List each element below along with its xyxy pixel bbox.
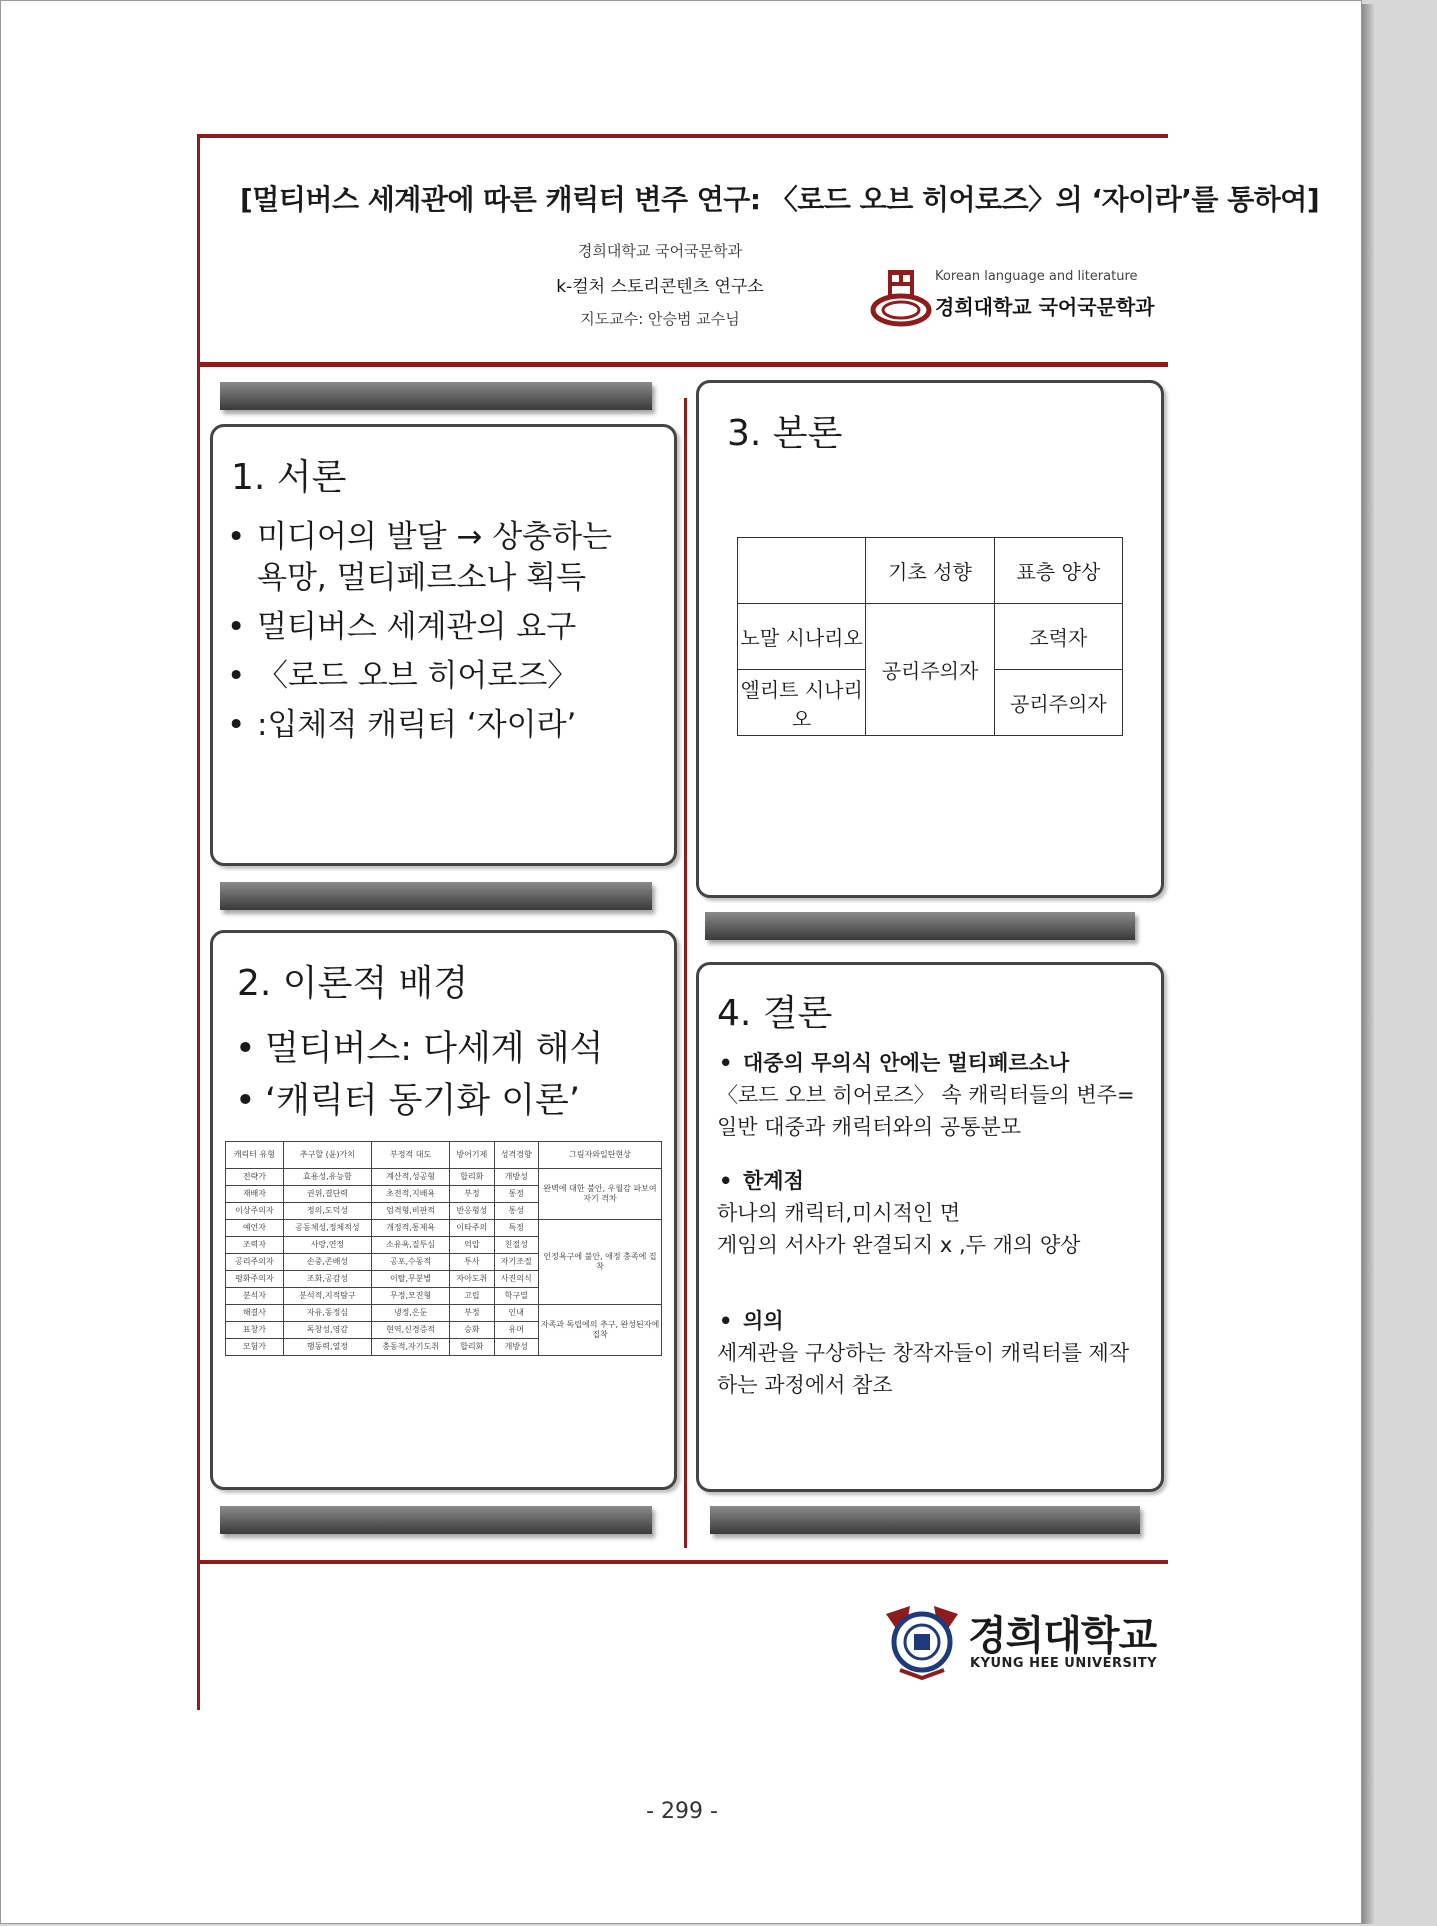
conclusion-box — [696, 962, 1164, 1492]
section-bar — [705, 912, 1135, 940]
university-name-english: KYUNG HEE UNIVERSITY — [970, 1656, 1157, 1671]
mini-cell: 분석적,지적탐구 — [283, 1288, 371, 1305]
intro-bullet: • 미디어의 발달 → 상충하는 욕망, 멀티페르소나 획득 — [223, 517, 643, 599]
conclusion-heading: • 한계점 — [717, 1165, 1147, 1197]
affiliation-department: 경희대학교 국어국문학과 — [577, 242, 743, 260]
mini-cell: 공동체성,정체적성 — [283, 1220, 371, 1237]
mini-cell: 무정,모진형 — [372, 1288, 450, 1305]
mini-table-row — [226, 1220, 662, 1237]
theory-bullet: • ‘캐릭터 동기화 이론’ — [231, 1079, 651, 1123]
mini-cell: 재배자 — [226, 1186, 284, 1203]
column-divider — [684, 398, 687, 1548]
character-type-table — [225, 1141, 662, 1356]
mini-cell: 이상주의자 — [226, 1203, 284, 1220]
intro-bullet: • :입체적 캐릭터 ‘자이라’ — [223, 705, 643, 746]
row-label: 엘리트 시나리오 — [738, 670, 866, 736]
mini-header-cell: 부정적 대도 — [372, 1142, 450, 1169]
conclusion-heading: • 의의 — [717, 1305, 1147, 1337]
theory-bullets — [231, 1027, 651, 1131]
mini-cell: 합리화 — [450, 1339, 494, 1356]
mini-header-cell: 방어기제 — [450, 1142, 494, 1169]
mini-cell: 고립 — [450, 1288, 494, 1305]
section-bar — [220, 882, 652, 910]
mini-header-cell: 그림자와일탄현상 — [539, 1142, 662, 1169]
mini-cell: 전략가 — [226, 1169, 284, 1186]
mini-cell: 현역,신경증적 — [372, 1322, 450, 1339]
university-name-korean: 경희대학교 — [968, 1613, 1157, 1659]
department-korean-name: 경희대학교 국어국문학과 — [935, 295, 1155, 319]
section-bar — [710, 1506, 1140, 1534]
mini-cell: 친절성 — [494, 1237, 538, 1254]
mini-cell: 행동력,열정 — [283, 1339, 371, 1356]
theory-title: 2. 이론적 배경 — [237, 963, 469, 1004]
conclusion-text: 세계관을 구상하는 창작자들이 캐릭터를 제작하는 과정에서 참조 — [717, 1341, 1130, 1397]
row-label: 노말 시나리오 — [738, 604, 866, 670]
intro-title: 1. 서론 — [231, 457, 347, 498]
affiliation-institute: k-컬처 스토리콘텐츠 연구소 — [556, 277, 764, 297]
mini-cell: 조력자 — [226, 1237, 284, 1254]
mini-header-cell: 캐릭터 유형 — [226, 1142, 284, 1169]
mini-shadow-note: 자족과 독립에의 추구, 완성된자에 집착 — [539, 1305, 662, 1356]
mini-cell: 해결사 — [226, 1305, 284, 1322]
affiliation-advisor: 지도교수: 안승범 교수님 — [580, 310, 740, 328]
mini-cell: 억압 — [450, 1237, 494, 1254]
mini-cell: 통정 — [494, 1186, 538, 1203]
section-bar — [220, 382, 652, 410]
table-corner — [738, 538, 866, 604]
mini-cell: 정의,도덕성 — [283, 1203, 371, 1220]
mini-cell: 부정 — [450, 1305, 494, 1322]
mini-cell: 공포,수동적 — [372, 1254, 450, 1271]
mini-cell: 소유욕,질투심 — [372, 1237, 450, 1254]
mini-cell: 개정적,통제욕 — [372, 1220, 450, 1237]
footer-top-rule — [197, 1560, 1168, 1564]
mini-shadow-note: 인정욕구에 불안, 애정 충족에 집착 — [539, 1220, 662, 1305]
mini-cell: 유머 — [494, 1322, 538, 1339]
mini-cell: 사진의식 — [494, 1271, 538, 1288]
mini-cell: 냉정,은둔 — [372, 1305, 450, 1322]
mini-table-row — [226, 1169, 662, 1186]
mini-cell: 통성 — [494, 1203, 538, 1220]
mini-cell: 개방성 — [494, 1169, 538, 1186]
body-box — [696, 380, 1164, 898]
mini-cell: 손중,존배성 — [283, 1254, 371, 1271]
mini-cell: 권위,결단력 — [283, 1186, 371, 1203]
mini-shadow-note: 완벽에 대한 불안, 우월감 파보여 자기 격차 — [539, 1169, 662, 1220]
surface-cell: 공리주의자 — [994, 670, 1122, 736]
mini-cell: 특정 — [494, 1220, 538, 1237]
conclusion-text: 〈로드 오브 히어로즈〉 속 캐릭터들의 변주= 일반 대중과 캐릭터와의 공통분모 — [717, 1083, 1135, 1139]
department-emblem-icon — [870, 266, 932, 330]
intro-bullets — [223, 517, 643, 754]
mini-cell: 학구열 — [494, 1288, 538, 1305]
mini-cell: 개방성 — [494, 1339, 538, 1356]
shared-base-cell: 공리주의자 — [866, 604, 994, 736]
mini-cell: 공리주의자 — [226, 1254, 284, 1271]
mini-cell: 계산적,성공형 — [372, 1169, 450, 1186]
conclusion-section — [717, 1305, 1147, 1401]
poster — [197, 134, 1320, 1710]
mini-cell: 엄격형,비판적 — [372, 1203, 450, 1220]
department-english-name: Korean language and literature — [935, 269, 1138, 284]
theory-box — [210, 930, 677, 1490]
mini-cell: 사랑,연정 — [283, 1237, 371, 1254]
mini-cell: 자유,동정심 — [283, 1305, 371, 1322]
intro-bullet: • 멀티버스 세계관의 요구 — [223, 607, 643, 648]
mini-cell: 자기조절 — [494, 1254, 538, 1271]
mini-cell: 이탈,무분별 — [372, 1271, 450, 1288]
surface-cell: 조력자 — [994, 604, 1122, 670]
mini-cell: 예언자 — [226, 1220, 284, 1237]
mini-table-row — [226, 1305, 662, 1322]
mini-cell: 이타주의 — [450, 1220, 494, 1237]
mini-cell: 모험가 — [226, 1339, 284, 1356]
intro-bullet: • 〈로드 오브 히어로즈〉 — [223, 656, 643, 697]
conclusion-text: 하나의 캐릭터,미시적인 면 — [717, 1201, 961, 1225]
scenario-table — [737, 537, 1123, 736]
mini-header-cell: 성격경향 — [494, 1142, 538, 1169]
mini-header-cell: 추구할 (윤)가치 — [283, 1142, 371, 1169]
body-title: 3. 본론 — [727, 413, 843, 454]
mini-cell: 자아도취 — [450, 1271, 494, 1288]
mini-header-row — [226, 1142, 662, 1169]
header-top-rule — [197, 134, 1168, 138]
mini-cell: 반응형성 — [450, 1203, 494, 1220]
mini-cell: 인내 — [494, 1305, 538, 1322]
mini-cell: 평화주의자 — [226, 1271, 284, 1288]
mini-cell: 초전적,지배욕 — [372, 1186, 450, 1203]
mini-cell: 독창성,영감 — [283, 1322, 371, 1339]
conclusion-heading: • 대중의 무의식 안에는 멀티페르소나 — [717, 1047, 1147, 1079]
theory-bullet: • 멀티버스: 다세계 해석 — [231, 1027, 651, 1071]
mini-cell: 부정 — [450, 1186, 494, 1203]
poster-title: [멀티버스 세계관에 따른 캐릭터 변주 연구: 〈로드 오브 히어로즈〉의 ‘자이라’를 통하여] — [240, 183, 1320, 216]
conclusion-section — [717, 1165, 1147, 1261]
section-bar — [220, 1506, 652, 1534]
mini-cell: 표창가 — [226, 1322, 284, 1339]
university-emblem-icon — [880, 1600, 964, 1680]
mini-cell: 충동적,자기도취 — [372, 1339, 450, 1356]
mini-cell: 분석자 — [226, 1288, 284, 1305]
intro-box — [210, 424, 677, 866]
conclusion-title: 4. 결론 — [717, 993, 833, 1034]
table-header: 기초 성향 — [866, 538, 994, 604]
mini-cell: 합리화 — [450, 1169, 494, 1186]
mini-cell: 투사 — [450, 1254, 494, 1271]
header-bottom-rule — [197, 362, 1168, 367]
mini-cell: 승화 — [450, 1322, 494, 1339]
page-number: - 299 - — [646, 1799, 718, 1824]
page-edge-shadow — [1362, 4, 1374, 1924]
table-header: 표층 양상 — [994, 538, 1122, 604]
conclusion-section — [717, 1047, 1147, 1143]
mini-cell: 조화,공감성 — [283, 1271, 371, 1288]
mini-cell: 효용성,유능함 — [283, 1169, 371, 1186]
conclusion-text: 게임의 서사가 완결되지 x ,두 개의 양상 — [717, 1233, 1081, 1257]
